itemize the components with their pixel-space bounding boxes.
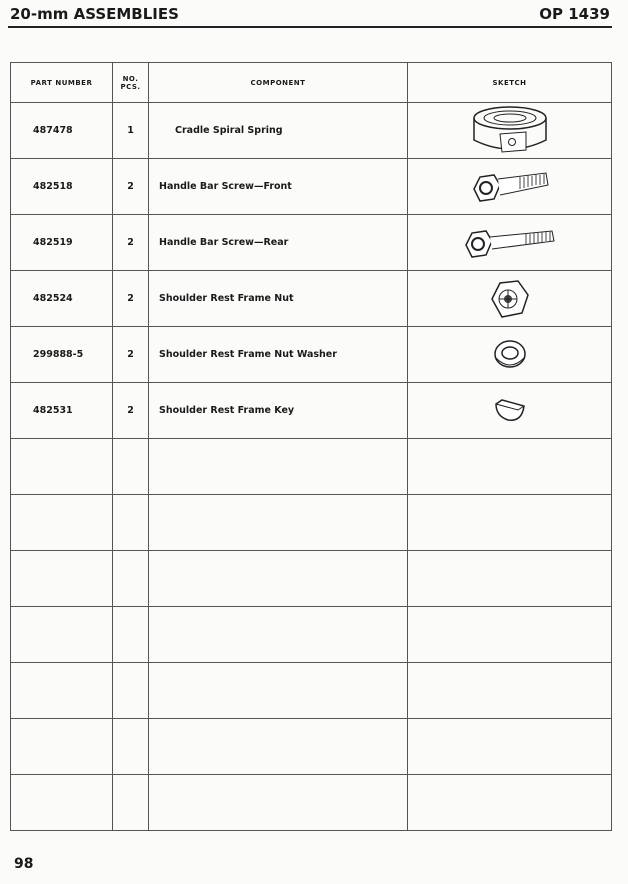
quantity: 2 xyxy=(113,327,149,383)
col-component: COMPONENT xyxy=(149,63,408,103)
empty-cell xyxy=(113,775,149,831)
empty-cell xyxy=(149,495,408,551)
empty-table-row xyxy=(11,439,612,495)
empty-cell xyxy=(11,439,113,495)
document-code: OP 1439 xyxy=(539,5,610,23)
empty-cell xyxy=(408,551,612,607)
empty-table-row xyxy=(11,775,612,831)
empty-cell xyxy=(408,607,612,663)
empty-table-row xyxy=(11,607,612,663)
component-name: Shoulder Rest Frame Key xyxy=(149,383,408,439)
spiral-spring-icon xyxy=(470,104,550,158)
quantity: 2 xyxy=(113,159,149,215)
empty-cell xyxy=(408,663,612,719)
empty-cell xyxy=(149,439,408,495)
empty-cell xyxy=(149,551,408,607)
empty-cell xyxy=(149,719,408,775)
component-name: Handle Bar Screw—Rear xyxy=(149,215,408,271)
empty-cell xyxy=(11,551,113,607)
header-rule xyxy=(8,26,612,28)
table-row xyxy=(11,159,612,215)
empty-cell xyxy=(149,663,408,719)
long-bolt-icon xyxy=(462,223,558,263)
empty-cell xyxy=(113,719,149,775)
col-no-pcs: NO. PCS. xyxy=(113,63,149,103)
part-number: 482531 xyxy=(11,383,113,439)
empty-cell xyxy=(113,439,149,495)
table-header-row xyxy=(11,63,612,103)
part-number: 299888-5 xyxy=(11,327,113,383)
castle-nut-icon xyxy=(488,277,532,321)
empty-cell xyxy=(11,607,113,663)
quantity: 2 xyxy=(113,215,149,271)
empty-cell xyxy=(113,551,149,607)
empty-cell xyxy=(149,775,408,831)
empty-table-row xyxy=(11,495,612,551)
component-name: Shoulder Rest Frame Nut Washer xyxy=(149,327,408,383)
empty-cell xyxy=(11,775,113,831)
table-row xyxy=(11,327,612,383)
empty-cell xyxy=(11,719,113,775)
table-row xyxy=(11,215,612,271)
empty-table-row xyxy=(11,719,612,775)
part-number: 482518 xyxy=(11,159,113,215)
empty-cell xyxy=(113,607,149,663)
empty-table-row xyxy=(11,551,612,607)
woodruff-key-icon xyxy=(492,396,528,426)
table-row xyxy=(11,271,612,327)
col-part-number: PART NUMBER xyxy=(11,63,113,103)
empty-cell xyxy=(11,495,113,551)
quantity: 2 xyxy=(113,383,149,439)
washer-icon xyxy=(492,338,528,372)
component-name: Cradle Spiral Spring xyxy=(149,103,408,159)
bolt-icon xyxy=(470,167,550,207)
empty-cell xyxy=(11,663,113,719)
part-number: 482524 xyxy=(11,271,113,327)
empty-cell xyxy=(149,607,408,663)
empty-cell xyxy=(113,495,149,551)
table-row xyxy=(11,383,612,439)
empty-cell xyxy=(408,775,612,831)
quantity: 2 xyxy=(113,271,149,327)
page-title: 20-mm ASSEMBLIES xyxy=(10,5,179,23)
page-number: 98 xyxy=(14,856,34,872)
component-name: Handle Bar Screw—Front xyxy=(149,159,408,215)
parts-table xyxy=(10,62,612,831)
empty-table-row xyxy=(11,663,612,719)
component-name: Shoulder Rest Frame Nut xyxy=(149,271,408,327)
part-number: 487478 xyxy=(11,103,113,159)
col-sketch: SKETCH xyxy=(408,63,612,103)
empty-cell xyxy=(408,495,612,551)
empty-cell xyxy=(408,439,612,495)
quantity: 1 xyxy=(113,103,149,159)
empty-cell xyxy=(113,663,149,719)
part-number: 482519 xyxy=(11,215,113,271)
table-row xyxy=(11,103,612,159)
empty-cell xyxy=(408,719,612,775)
